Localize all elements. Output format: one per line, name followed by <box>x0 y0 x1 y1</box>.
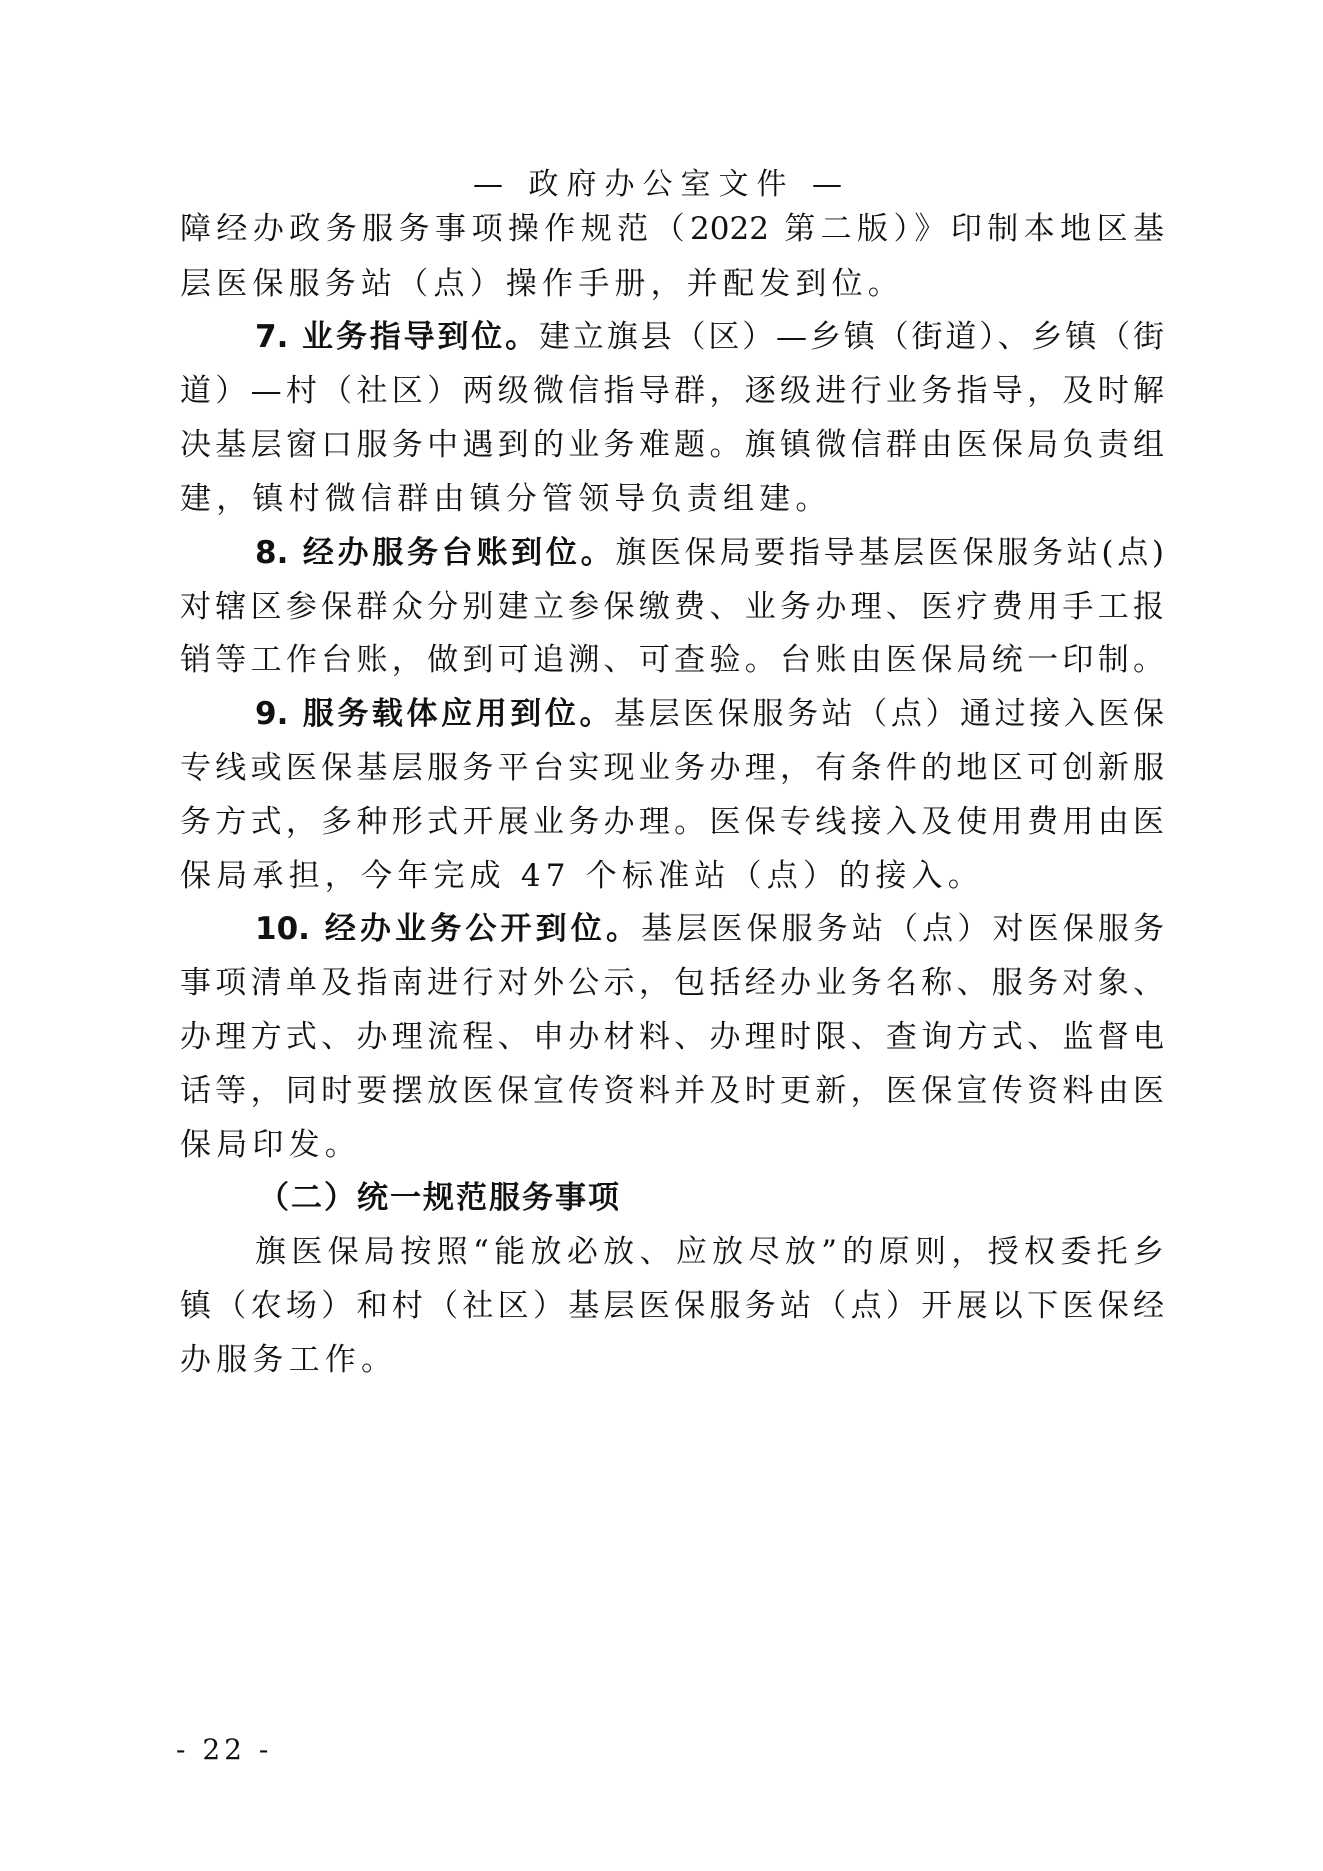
paragraph-item-9 <box>255 692 1164 736</box>
page-number: - 22 - <box>176 1733 273 1766</box>
paragraph-line: 务方式，多种形式开展业务办理。医保专线接入及使用费用由医 <box>180 804 1164 840</box>
document-header: — 政府办公室文件 — <box>472 167 851 202</box>
paragraph-line: 话等，同时要摆放医保宣传资料并及时更新，医保宣传资料由医 <box>180 1073 1164 1109</box>
paragraph-item-7 <box>255 315 1164 359</box>
item-title: 9. 服务载体应用到位。 <box>255 696 615 732</box>
section-heading: （二）统一规范服务事项 <box>258 1180 621 1216</box>
paragraph-line: 镇（农场）和村（社区）基层医保服务站（点）开展以下医保经 <box>180 1288 1164 1324</box>
paragraph-line: 保局印发。 <box>180 1127 361 1163</box>
item-title: 10. 经办业务公开到位。 <box>255 911 642 947</box>
paragraph-line: 对辖区参保群众分别建立参保缴费、业务办理、医疗费用手工报 <box>180 589 1164 625</box>
paragraph-line: 办服务工作。 <box>180 1342 398 1378</box>
paragraph-text: 旗医保局要指导基层医保服务站(点) <box>615 535 1165 571</box>
paragraph-line: 办理方式、办理流程、申办材料、办理时限、查询方式、监督电 <box>180 1019 1164 1055</box>
paragraph-line: 障经办政务服务事项操作规范（2022 第二版）》印制本地区基 <box>180 211 1164 247</box>
paragraph-line: 专线或医保基层服务平台实现业务办理，有条件的地区可创新服 <box>180 750 1164 786</box>
paragraph-line: 旗医保局按照“能放必放、应放尽放”的原则，授权委托乡 <box>255 1234 1164 1270</box>
paragraph-line: 层医保服务站（点）操作手册，并配发到位。 <box>180 266 904 302</box>
paragraph-item-8 <box>255 531 1164 575</box>
paragraph-line: 道）—村（社区）两级微信指导群，逐级进行业务指导，及时解 <box>180 373 1164 409</box>
paragraph-item-10 <box>255 907 1164 951</box>
paragraph-text: 基层医保服务站（点）对医保服务 <box>641 911 1164 947</box>
item-title: 8. 经办服务台账到位。 <box>255 535 616 571</box>
paragraph-line: 保局承担，今年完成 47 个标准站（点）的接入。 <box>180 858 984 894</box>
item-title: 7. 业务指导到位。 <box>255 319 540 355</box>
paragraph-line: 事项清单及指南进行对外公示，包括经办业务名称、服务对象、 <box>180 965 1164 1001</box>
paragraph-line: 销等工作台账，做到可追溯、可查验。台账由医保局统一印制。 <box>180 642 1164 678</box>
paragraph-line: 建，镇村微信群由镇分管领导负责组建。 <box>180 481 832 517</box>
paragraph-line: 决基层窗口服务中遇到的业务难题。旗镇微信群由医保局负责组 <box>180 427 1164 463</box>
paragraph-text: 建立旗县（区）—乡镇（街道）、乡镇（街 <box>539 319 1165 355</box>
paragraph-text: 基层医保服务站（点）通过接入医保 <box>614 696 1165 732</box>
